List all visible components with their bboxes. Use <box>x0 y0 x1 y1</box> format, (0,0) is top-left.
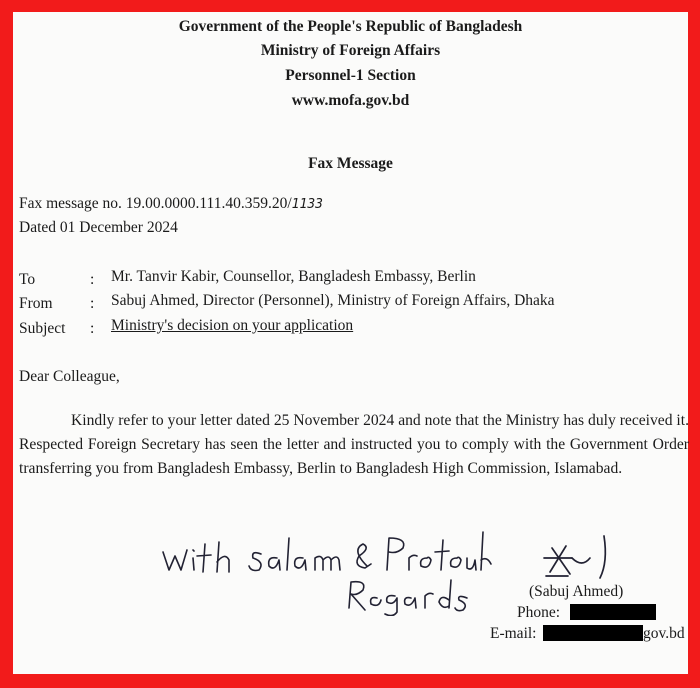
fax-number-handwritten: 1133 <box>291 197 323 212</box>
handwritten-note <box>153 520 493 616</box>
subject-colon: : <box>90 320 95 337</box>
from-value: Sabuj Ahmed, Director (Personnel), Ministry of Foreign Affairs, Dhaka <box>111 292 555 309</box>
fax-number <box>19 195 323 213</box>
body-paragraph <box>19 409 689 481</box>
fax-number-printed: Fax message no. 19.00.0000.111.40.359.20/ <box>19 195 292 212</box>
signature-mark <box>538 528 638 588</box>
from-colon: : <box>90 295 95 312</box>
header-ministry: Ministry of Foreign Affairs <box>260 42 441 59</box>
header-section: Personnel-1 Section <box>285 67 416 84</box>
email-redaction <box>543 625 643 641</box>
salutation: Dear Colleague, <box>19 368 120 385</box>
signatory-name: (Sabuj Ahmed) <box>529 583 624 600</box>
document-title: Fax Message <box>308 155 393 172</box>
phone-redaction <box>570 604 656 620</box>
to-label: To <box>19 271 36 288</box>
to-colon: : <box>90 271 95 288</box>
phone-label: Phone: <box>517 604 561 621</box>
from-label: From <box>19 295 53 312</box>
email-domain: gov.bd <box>643 625 685 642</box>
header-website: www.mofa.gov.bd <box>291 92 410 109</box>
to-value: Mr. Tanvir Kabir, Counsellor, Bangladesh Embassy, Berlin <box>111 268 476 285</box>
subject-label: Subject <box>19 320 66 337</box>
body-text: Kindly refer to your letter dated 25 November 2024 and note that the Ministry has duly received it. Respected Foreign Secretary has seen the letter and instructed you to comply with the Government Order transferring you from Bangladesh Embassy, Berlin to Bangladesh High Commission, Islamabad. <box>19 412 689 477</box>
fax-date: Dated 01 December 2024 <box>19 219 178 236</box>
email-label: E-mail: <box>490 625 537 642</box>
fax-document <box>13 12 688 674</box>
subject-value: Ministry's decision on your application <box>111 317 354 334</box>
header-government: Government of the People's Republic of Bangladesh <box>178 18 523 35</box>
